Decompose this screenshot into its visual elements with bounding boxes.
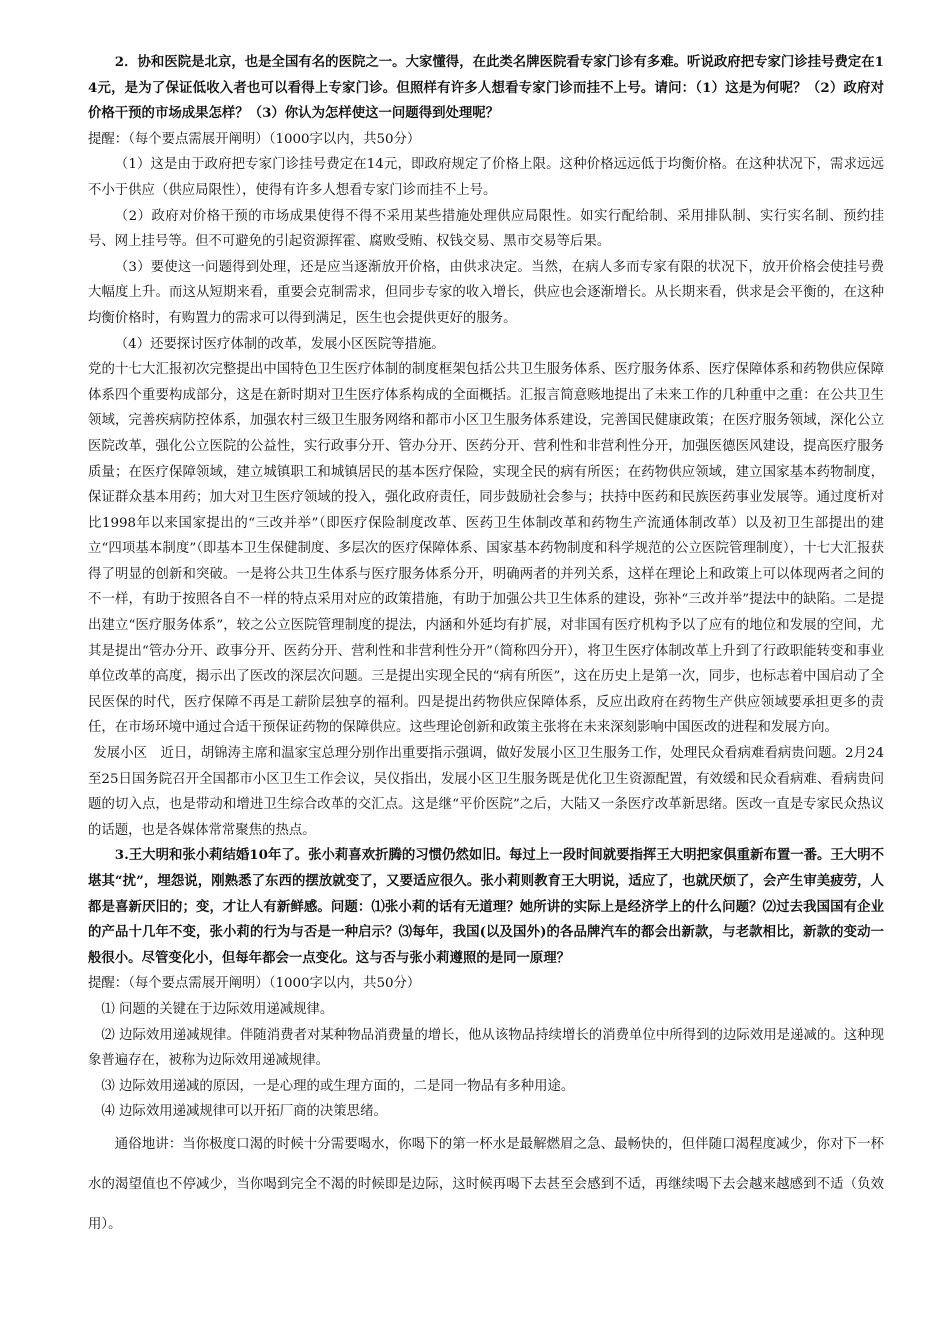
q2-extra-paragraph-1: 党的十七大汇报初次完整提出中国特色卫生医疗体制的制度框架包括公共卫生服务体系、医疗服务体系、医疗保障体系和药物供应保障体系四个重要构成部分，这是在新时期对卫生医疗体系构成的全面概括。汇报言简意赅地提出了未来工作的几种重中之重：在公共卫生领域，完善疾病防控体系，加强农村三级卫生服务网络和都市小区卫生服务体系建设，完善国民健康政策；在医疗服务领域，深化公立医院改革，强化公立医院的公益性，实行政事分开、管办分开、医药分开、营利性和非营利性分开，加强医德医风建设，提高医疗服务质量；在医疗保障领域，建立城镇职工和城镇居民的基本医疗保险，实现全民的病有所医；在药物供应领域，建立国家基本药物制度，保证群众基本用药；加大对卫生医疗领域的投入，强化政府责任，同步鼓励社会参与；扶持中医药和民族医药事业发展等。通过度析对比1998年以来国家提出的“三改并举”（即医疗保险制度改革、医药卫生体制改革和药物生产流通体制改革）以及初卫生部提出的建立“四项基本制度”（即基本卫生保健制度、多层次的医疗保障体系、国家基本药物制度和科学规范的公立医院管理制度），十七大汇报获得了明显的创新和突破。一是将公共卫生体系与医疗服务体系分开，明确两者的并列关系，这样在理论上和政策上可以体现两者之间的不一样，有助于按照各自不一样的特点采用对应的政策措施，有助于加强公共卫生体系的建设，弥补“三改并举”提法中的缺陷。二是提出建立“医疗服务体系”，较之公立医院管理制度的提法，内涵和外延均有扩展，对非国有医疗机构予以了应有的地位和发展的空间，尤其是提出“管办分开、政事分开、医药分开、营利性和非营利性分开”（简称四分开），将卫生医疗体制改革上升到了行政职能转变和事业单位改革的高度，揭示出了医改的深层次问题。三是提出实现全民的“病有所医”，这在历史上是第一次，同步，也标志着中国启动了全民医保的时代，医疗保障不再是工薪阶层独享的福利。四是提出药物供应保障体系，反应出政府在药物生产供应领域要承担更多的责任，在市场环境中通过合适干预保证药物的保障供应。这些理论创新和政策主张将在未来深刻影响中国医改的进程和发展方向。 xyxy=(88,362,884,736)
q2-answer-3: （3）要使这一问题得到处理，还是应当逐渐放开价格，由供求决定。当然，在病人多而专家有限的状况下，放开价格会使挂号费大幅度上升。而这从短期来看，重要会克制需求，但同步专家的收入增长，供应也会逐渐增长。从长期来看，供求是会平衡的，在这种均衡价格时，有购置力的需求可以得到满足，医生也会提供更好的服务。 xyxy=(88,259,884,326)
q3-answer-3: ⑶ 边际效用递减的原因，一是心理的或生理方面的，二是同一物品有多种用途。 xyxy=(101,1078,575,1094)
q3-answer-2: ⑵ 边际效用递减规律。伴随消费者对某种物品消费量的增长，他从该物品持续增长的消费单位中所得到的边际效用是递减的。这种现象普遍存在，被称为边际效用递减规律。 xyxy=(88,1027,884,1069)
q2-answer-4: （4）还要探讨医疗体制的改革，发展小区医院等措施。 xyxy=(114,336,445,352)
question-3: 3.王大明和张小莉结婚10年了。张小莉喜欢折腾的习惯仍然如旧。每过上一段时间就要指挥王大明把家俱重新布置一番。王大明不堪其“扰”，埋怨说，刚熟悉了东西的摆放就变了，又要适应很久。张小莉则教育王大明说，适应了，也就厌烦了，会产生审美疲劳，人都是喜新厌旧的；变，才让人有新鲜感。问题：⑴张小莉的话有无道理？她所讲的实际上是经济学上的什么问题？⑵过去我国国有企业的产品十几年不变，张小莉的行为与否是一种启示？⑶每年，我国(以及国外)的各品牌汽车的都会出新款，与老款相比，新款的变动一般很小。尽管变化小，但每年都会一点变化。这与否与张小莉遵照的是同一原理？ xyxy=(88,847,884,966)
q2-answer-2: （2）政府对价格干预的市场成果使得不得不采用某些措施处理供应局限性。如实行配给制、采用排队制、实行实名制、预约挂号、网上挂号等。但不可避免的引起资源挥霍、腐败受贿、权钱交易、黑市交易等后果。 xyxy=(88,208,884,250)
q3-answer-1: ⑴ 问题的关键在于边际效用递减规律。 xyxy=(101,1001,334,1017)
q2-extra-paragraph-2: 发展小区 近日，胡锦涛主席和温家宝总理分别作出重要指示强调，做好发展小区卫生服务工作，处理民众看病难看病贵问题。2月24至25日国务院召开全国都市小区卫生工作会议，吴仪指出，发展小区卫生服务既是优化卫生资源配置，有效缓和民众看病难、看病贵问题的切入点，也是带动和增进卫生综合改革的交汇点。这是继“平价医院”之后，大陆又一条医疗改革新思绪。医改一直是专家民众热议的话题，也是各媒体常常聚焦的热点。 xyxy=(88,746,884,838)
q2-answer-1: （1）这是由于政府把专家门诊挂号费定在14元，即政府规定了价格上限。这种价格远远低于均衡价格。在这种状况下，需求远远不小于供应（供应局限性），使得有许多人想看专家门诊而挂不上号。 xyxy=(88,157,884,198)
q3-answer-4: ⑷ 边际效用递减规律可以开拓厂商的决策思绪。 xyxy=(101,1104,387,1120)
question-2: 2．协和医院是北京，也是全国有名的医院之一。大家懂得，在此类名牌医院看专家门诊有多难。听说政府把专家门诊挂号费定在14元，是为了保证低收入者也可以看得上专家门诊。但照样有许多人想看专家门诊而挂不上号。请问：（1）这是为何呢？（2）政府对价格干预的市场成果怎样？（3）你认为怎样使这一问题得到处理呢？ xyxy=(88,54,884,122)
document-page xyxy=(88,50,884,1245)
q3-plain-explanation: 通俗地讲：当你极度口渴的时候十分需要喝水，你喝下的第一杯水是最解燃眉之急、最畅快的，但伴随口渴程度减少，你对下一杯水的渴望值也不停减少，当你喝到完全不渴的时候即是边际，这时候再喝下去甚至会感到不适，再继续喝下去会越来越感到不适（负效用）。 xyxy=(88,1136,884,1232)
question-2-hint: 提醒：（每个要点需展开阐明）（1000字以内，共50分） xyxy=(88,131,421,147)
question-3-hint: 提醒：（每个要点需展开阐明）（1000字以内，共50分） xyxy=(88,976,421,992)
